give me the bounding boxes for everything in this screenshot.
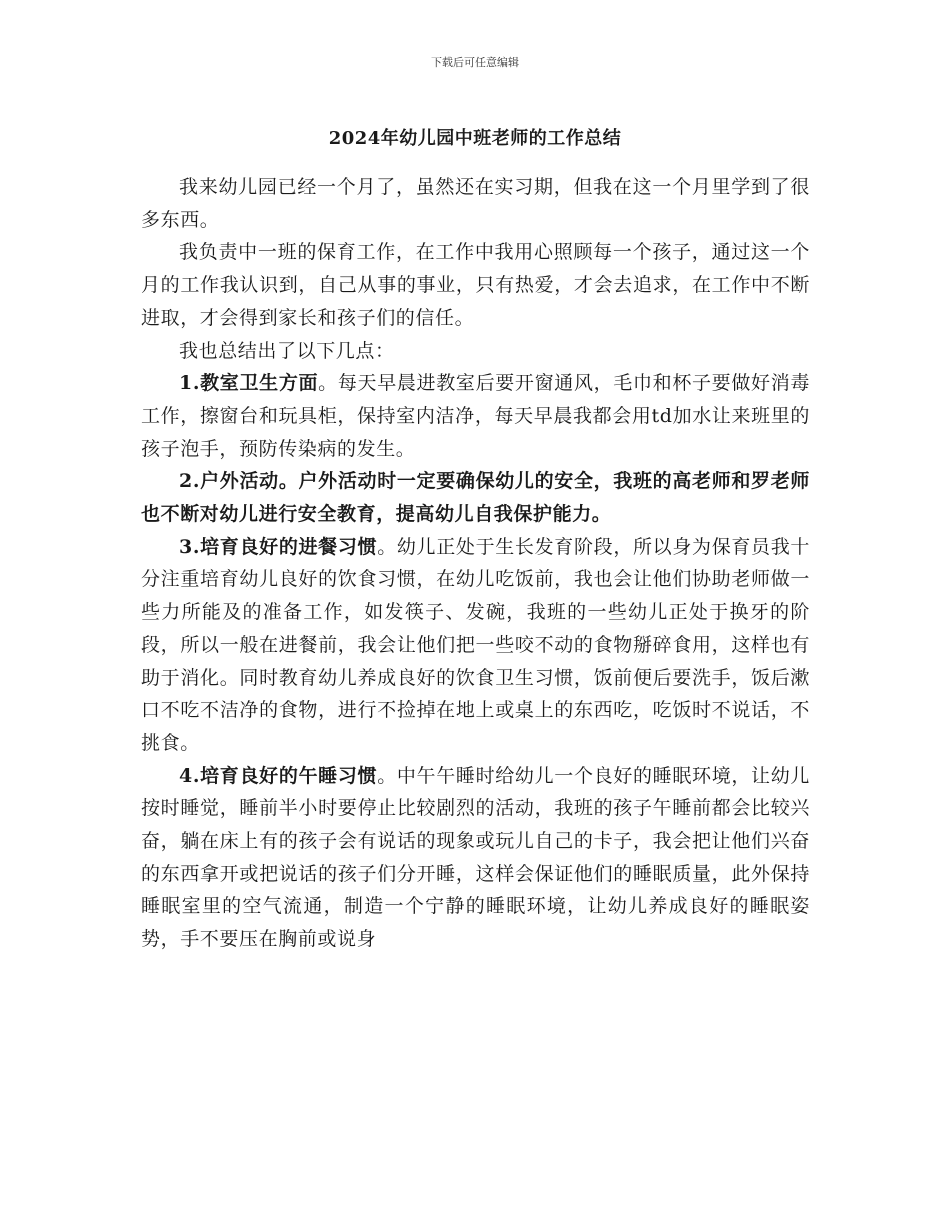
paragraph-point-4 xyxy=(141,760,810,956)
document-title: 2024年幼儿园中班老师的工作总结 xyxy=(328,128,622,149)
point-3-heading: 3.培育良好的进餐习惯 xyxy=(179,535,378,558)
point-3-text: 。幼儿正处于生长发育阶段，所以身为保育员我十分注重培育幼儿良好的饮食习惯，在幼儿吃饭前，我也会让他们协助老师做一些力所能及的准备工作，如发筷子、发碗，我班的一些幼儿正处于换牙的阶段，所以一般在进餐前，我会让他们把一些咬不动的食物掰碎食用，这样也有助于消化。同时教育幼儿养成良好的饮食卫生习惯，饭前便后要洗手，饭后漱口不吃不洁净的食物，进行不捡掉在地上或桌上的东西吃，吃饭时不说话，不挑食。 xyxy=(141,535,811,754)
point-4-heading: 4.培育良好的午睡习惯 xyxy=(179,764,378,787)
header-note: 下载后可任意编辑 xyxy=(431,56,519,69)
paragraph-responsibility: 我负责中一班的保育工作，在工作中我用心照顾每一个孩子，通过这一个月的工作我认识到，自己从事的事业，只有热爱，才会去追求，在工作中不断进取，才会得到家长和孩子们的信任。 xyxy=(141,241,810,329)
paragraph-summary-intro: 我也总结出了以下几点： xyxy=(179,339,395,362)
paragraph-point-2: 2.户外活动。户外活动时一定要确保幼儿的安全，我班的高老师和罗老师也不断对幼儿进行安全教育，提高幼儿自我保护能力。 xyxy=(141,470,810,526)
point-1-heading: 1.教室卫生方面 xyxy=(179,372,319,395)
paragraph-point-3 xyxy=(141,531,810,760)
paragraph-point-1 xyxy=(141,367,810,465)
paragraph-intro: 我来幼儿园已经一个月了，虽然还在实习期，但我在这一个月里学到了很多东西。 xyxy=(141,176,810,231)
point-4-text: 。中午午睡时给幼儿一个良好的睡眠环境，让幼儿按时睡觉，睡前半小时要停止比较剧烈的活动，我班的孩子午睡前都会比较兴奋，躺在床上有的孩子会有说话的现象或玩儿自己的卡子，我会把让他们兴奋的东西拿开或把说话的孩子们分开睡，这样会保证他们的睡眠质量，此外保持睡眠室里的空气流通，制造一个宁静的睡眠环境，让幼儿养成良好的睡眠姿势，手不要压在胸前或说身 xyxy=(141,764,811,951)
point-1-text: 。每天早晨进教室后要开窗通风，毛巾和杯子要做好消毒工作，擦窗台和玩具柜，保持室内洁净，每天早晨我都会用td加水让来班里的孩子泡手，预防传染病的发生。 xyxy=(141,372,810,460)
document-body xyxy=(141,171,810,956)
